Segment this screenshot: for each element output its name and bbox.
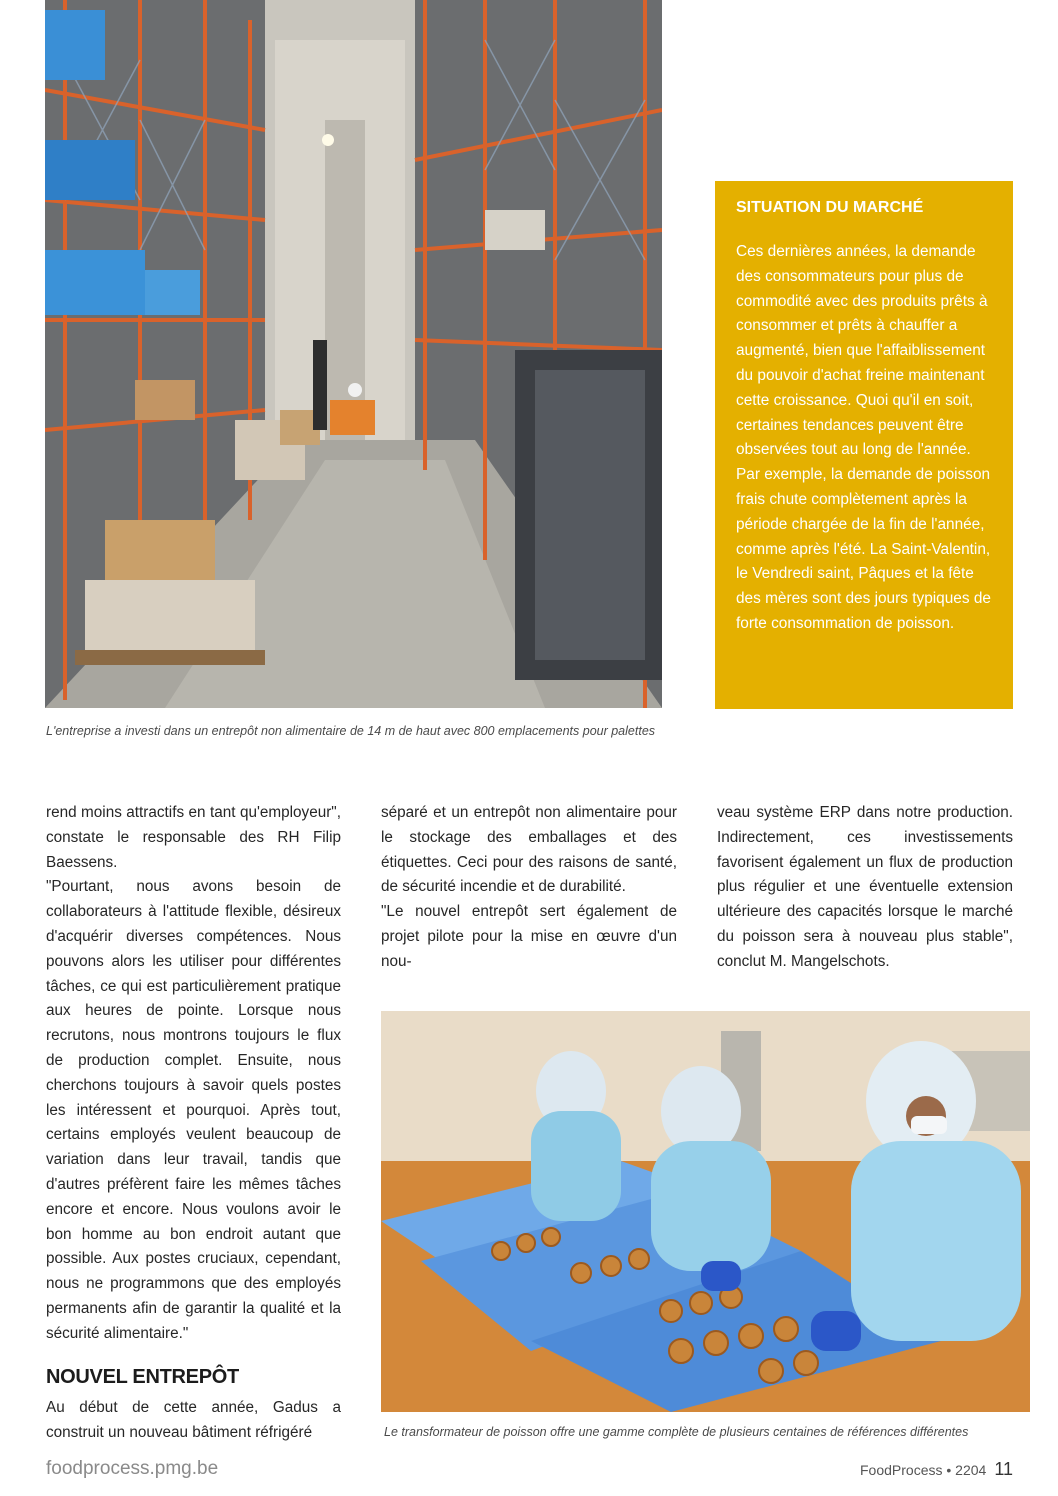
- production-line-photo: [381, 1011, 1030, 1412]
- production-line-photo-caption: Le transformateur de poisson offre une gamme complète de plusieurs centaines de références différentes: [384, 1425, 969, 1439]
- article-paragraph: Au début de cette année, Gadus a construit un nouveau bâtiment réfrigéré: [46, 1399, 341, 1441]
- footer-magazine-info: [860, 1459, 1013, 1480]
- article-paragraph: séparé et un entrepôt non alimentaire pour le stockage des emballages et des étiquettes. Ceci pour des raisons de santé, de sécurité incendie et de durabilité.: [381, 804, 677, 896]
- article-paragraph: "Pourtant, nous avons besoin de collaborateurs à l'attitude flexible, désireux d'acquérir diverses compétences. Nous pouvons alors les utiliser pour différentes tâches, ce qui est particulièrement pratique aux heures de pointe. Lorsque nous recrutons, nous montrons toujours le flux de production complet. Ensuite, nous cherchons toujours à savoir quels postes les intéressent et pourquoi. Après tout, certains employés veulent beaucoup de variation dans leur travail, tandis que d'autres préfèrent faire les mêmes tâches encore et encore. Nous voulons avoir le bon homme au bon endroit autant que possible. Aux postes cruciaux, cependant, nous ne programmons que des employés permanents afin de garantir la qualité et la sécurité alimentaire.": [46, 878, 341, 1342]
- magazine-issue: FoodProcess • 2204: [860, 1462, 987, 1478]
- sidebar-body: Ces dernières années, la demande des consommateurs pour plus de commodité avec des produits prêts à consommer et prêts à chauffer a augmenté, bien que l'affaiblissement du pouvoir d'achat freine maintenant cette croissance. Quoi qu'il en soit, certaines tendances peuvent être observées tout au long de l'année. Par exemple, la demande de poisson frais chute complètement après la période chargée de la fin de l'année, comme après l'été. La Saint-Valentin, le Vendredi saint, Pâques et la fête des mères sont des jours typiques de forte consommation de poisson.: [736, 243, 991, 632]
- article-column-1-continued: [46, 1396, 341, 1446]
- article-column-2: [381, 801, 677, 975]
- article-paragraph: veau système ERP dans notre production. Indirectement, ces investissements favorisent également un flux de production plus régulier et une éventuelle extension ultérieure des capacités lorsque le marché du poisson sera à nouveau plus stable", conclut M. Mangelschots.: [717, 804, 1013, 970]
- warehouse-photo-caption: L'entreprise a investi dans un entrepôt non alimentaire de 14 m de haut avec 800 emplacements pour palettes: [46, 724, 656, 738]
- article-paragraph: rend moins attractifs en tant qu'employeur", constate le responsable des RH Filip Baessens.: [46, 804, 341, 871]
- article-column-3: [717, 801, 1013, 975]
- market-situation-sidebar: [715, 181, 1013, 709]
- warehouse-photo: [45, 0, 662, 708]
- page-number: 11: [994, 1459, 1013, 1479]
- sidebar-title: SITUATION DU MARCHÉ: [736, 199, 924, 216]
- production-line-illustration: [381, 1011, 1030, 1412]
- article-paragraph: "Le nouvel entrepôt sert également de projet pilote pour la mise en œuvre d'un nou-: [381, 903, 677, 970]
- warehouse-illustration: [45, 0, 662, 708]
- article-column-1: [46, 801, 341, 1347]
- section-heading: NOUVEL ENTREPÔT: [46, 1366, 239, 1388]
- footer-website: foodprocess.pmg.be: [46, 1458, 219, 1479]
